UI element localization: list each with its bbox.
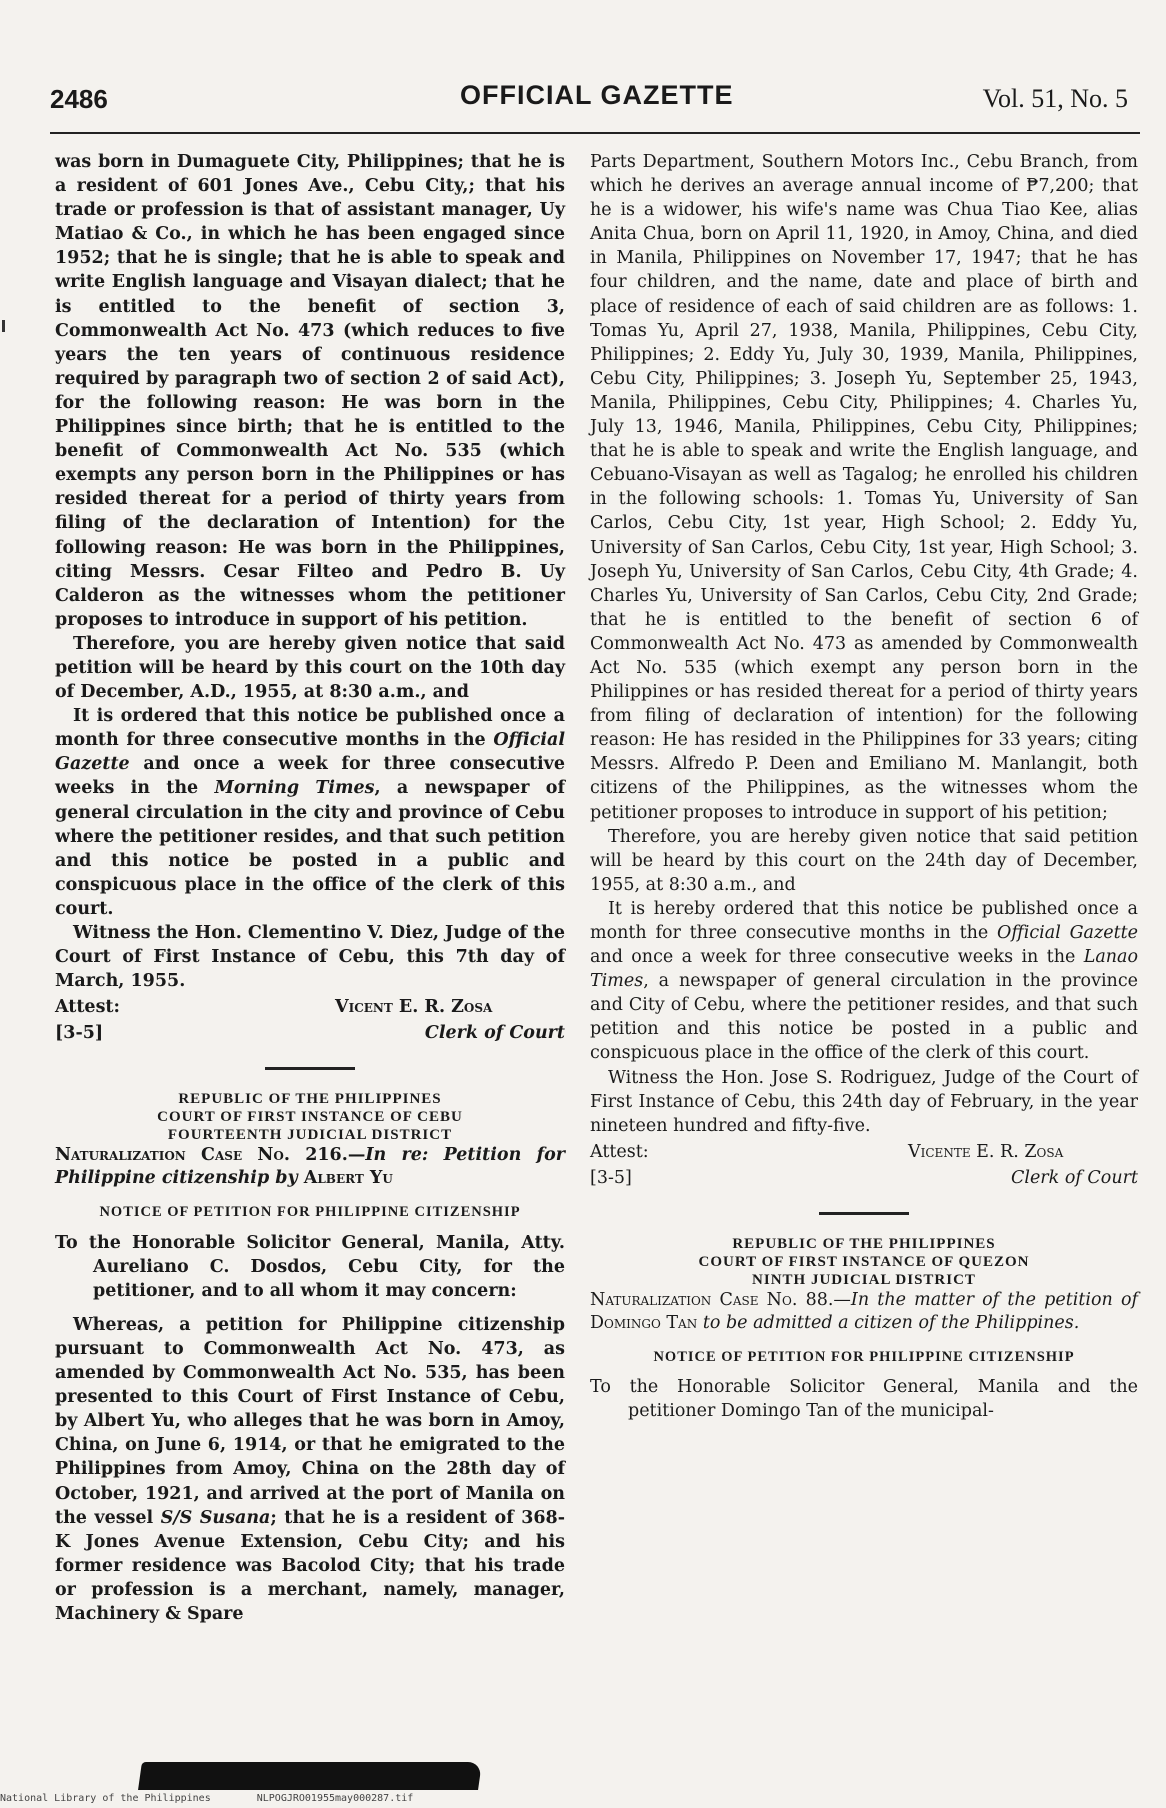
notice-ref: [3-5]: [55, 1023, 104, 1044]
case-title: Naturalization Case No. 216.—In re: Petition for Philippine citizenship by Albert Yu: [55, 1145, 565, 1189]
left-paragraph-2: Therefore, you are hereby given notice that said petition will be heard by this court on the 10th day of December, A.D., 1955, at 8:30 a.m., and: [55, 633, 565, 703]
right-column: [590, 150, 1138, 1423]
section-divider: [265, 1067, 355, 1070]
left-clerk-row: [55, 1021, 565, 1045]
section-divider: [819, 1212, 909, 1215]
left-column: [55, 150, 565, 1626]
right-clerk-row: [590, 1166, 1138, 1190]
court-heading: REPUBLIC OF THE PHILIPPINES COURT OF FIRST INSTANCE OF CEBU FOURTEENTH JUDICIAL DISTRICT: [157, 1091, 463, 1144]
scan-speck: [2, 320, 5, 332]
court-heading: REPUBLIC OF THE PHILIPPINES COURT OF FIRST INSTANCE OF QUEZON NINTH JUDICIAL DISTRICT: [698, 1236, 1030, 1289]
right-paragraph-1: Parts Department, Southern Motors Inc., Cebu Branch, from which he derives an average annual income of ₱7,200; that he is a widower, his wife's name was Chua Tiao Kee, alias Anita Chua, born on April 11, 1920, in Amoy, China, and died in Manila, Philippines on November 17, 1947; that he has four children, and the name, date and place of birth and place of residence of each of said children are as follows: 1. Tomas Yu, April 27, 1938, Manila, Philippines, Cebu City, Philippines; 2. Eddy Yu, July 30, 1939, Manila, Philippines, Cebu City, Philippines; 3. Joseph Yu, September 25, 1943, Manila, Philippines, Cebu City, Philippines; 4. Charles Yu, July 13, 1946, Manila, Philippines, Cebu City, Philippines; that he is able to speak and write the English language, and Cebuano-Visayan as well as Tagalog; he enrolled his children in the following schools: 1. Tomas Yu, University of San Carlos, Cebu City, 1st year, High School; 2. Eddy Yu, University of San Carlos, Cebu City, 1st year, High School; 3. Joseph Yu, University of San Carlos, Cebu City, 4th Grade; 4. Charles Yu, University of San Carlos, Cebu City, 2nd Grade; that he is entitled to the benefit of section 6 of Commonwealth Act No. 473 as amended by Commonwealth Act No. 535 (which exempt any person born in the Philippines or has resided thereat for a period of thirty years from filing of declaration of intention) for the following reason: He has resided in the Philippines for 33 years; citing Messrs. Alfredo P. Deen and Emiliano M. Manlangit, both citizens of the Philippines, as the witnesses whom the petitioner proposes to introduce in support of his petition;: [590, 152, 1138, 823]
case-title: Naturalization Case No. 88.—In the matter of the petition of Domingo Tan to be admitted a citizen of the Philippines.: [590, 1290, 1138, 1334]
addressees: To the Honorable Solicitor General, Manila, Atty. Aureliano C. Dosdos, Cebu City, for the petitioner, and to all whom it may concern:: [55, 1232, 565, 1301]
gazette-name: Official Gazette: [55, 730, 565, 775]
signatory-name: Vicente E. R. Zosa: [908, 1141, 1064, 1162]
scan-artifact: [138, 1762, 482, 1790]
notice-ref: [3-5]: [590, 1167, 632, 1188]
right-attest-row: [590, 1140, 1138, 1164]
volume-number: Vol. 51, No. 5: [982, 84, 1128, 113]
left-attest-row: [55, 995, 565, 1019]
gazette-name: Official Gazette: [997, 923, 1138, 943]
page-number: 2486: [50, 84, 108, 114]
right-paragraph-3: It is hereby ordered that this notice be published once a month for three consecutive months in the Official Gazette and once a week for three consecutive weeks in the Lanao Times, a newspaper of general circulation in the province and City of Cebu, where the petitioner resides, and that such petition and this notice be posted in a public and conspicuous place in the office of the clerk of this court.: [590, 898, 1138, 1064]
file-label: NLPOGJRO01955may000287.tif: [256, 1793, 414, 1804]
signatory-name: Vicent E. R. Zosa: [335, 997, 493, 1018]
source-label: National Library of the Philippines: [0, 1793, 211, 1804]
right-paragraph-2: Therefore, you are hereby given notice that said petition will be heard by this court on the 24th day of December, 1955, at 8:30 a.m., and: [590, 826, 1138, 895]
left-paragraph-1: was born in Dumaguete City, Philippines; that he is a resident of 601 Jones Ave., Cebu City,; that his trade or profession is that of assistant manager, Uy Matiao & Co., in which he has been engaged since 1952; that he is single; that he is able to speak and write English language and Visayan dialect; that he is entitled to the benefit of section 3, Commonwealth Act No. 473 (which reduces to five years the ten years of continuous residence required by paragraph two of section 2 of said Act), for the following reason: He was born in the Philippines since birth; that he is entitled to the benefit of Commonwealth Act No. 535 (which exempts any person born in the Philippines or has resided thereat for a period of thirty years from filing of the declaration of Intention) for the following reason: He was born in the Philippines, citing Messrs. Cesar Filteo and Pedro B. Uy Calderon as the witnesses whom the petitioner proposes to introduce in support of his petition.: [55, 152, 565, 630]
attest-label: Attest:: [590, 1141, 649, 1162]
left-whereas-paragraph: Whereas, a petition for Philippine citizenship pursuant to Commonwealth Act No. 473, as amended by Commonwealth Act No. 535, has been presented to this Court of First Instance of Cebu, by Albert Yu, who alleges that he was born in Amoy, China, on June 6, 1914, or that he emigrated to the Philippines from Amoy, China on the 28th day of October, 1921, and arrived at the port of Manila on the vessel S/S Susana; that he is a resident of 368-K Jones Avenue Extension, Cebu City; and his former residence was Bacolod City; that his trade or profession is a merchant, namely, manager, Machinery & Spare: [55, 1314, 565, 1624]
page-header: [50, 80, 1140, 130]
publication-title: OFFICIAL GAZETTE: [460, 80, 734, 110]
vessel-name: S/S Susana: [160, 1507, 271, 1528]
clerk-title: Clerk of Court: [424, 1023, 565, 1044]
notice-title: NOTICE OF PETITION FOR PHILIPPINE CITIZENSHIP: [99, 1204, 521, 1221]
addressees: To the Honorable Solicitor General, Manila and the petitioner Domingo Tan of the municipal-: [590, 1377, 1138, 1422]
attest-label: Attest:: [55, 997, 120, 1018]
left-witness-paragraph: Witness the Hon. Clementino V. Diez, Judge of the Court of First Instance of Cebu, this 7th day of March, 1955.: [55, 923, 565, 992]
header-rule: [50, 132, 1140, 134]
scan-footer: [0, 1793, 453, 1804]
newspaper-name: Lanao Times: [590, 947, 1138, 992]
clerk-title: Clerk of Court: [1010, 1167, 1138, 1188]
left-paragraph-3: It is ordered that this notice be published once a month for three consecutive months in the Official Gazette and once a week for three consecutive weeks in the Morning Times, a newspaper of general circulation in the city and province of Cebu where the petitioner resides, and that such petition and this notice be posted in a public and conspicuous place in the office of the clerk of this court.: [55, 706, 565, 919]
right-witness-paragraph: Witness the Hon. Jose S. Rodriguez, Judge of the Court of First Instance of Cebu, this 24th day of February, in the year nineteen hundred and fifty-five.: [590, 1067, 1138, 1136]
newspaper-name: Morning Times: [214, 778, 375, 799]
notice-title: NOTICE OF PETITION FOR PHILIPPINE CITIZENSHIP: [653, 1349, 1075, 1366]
